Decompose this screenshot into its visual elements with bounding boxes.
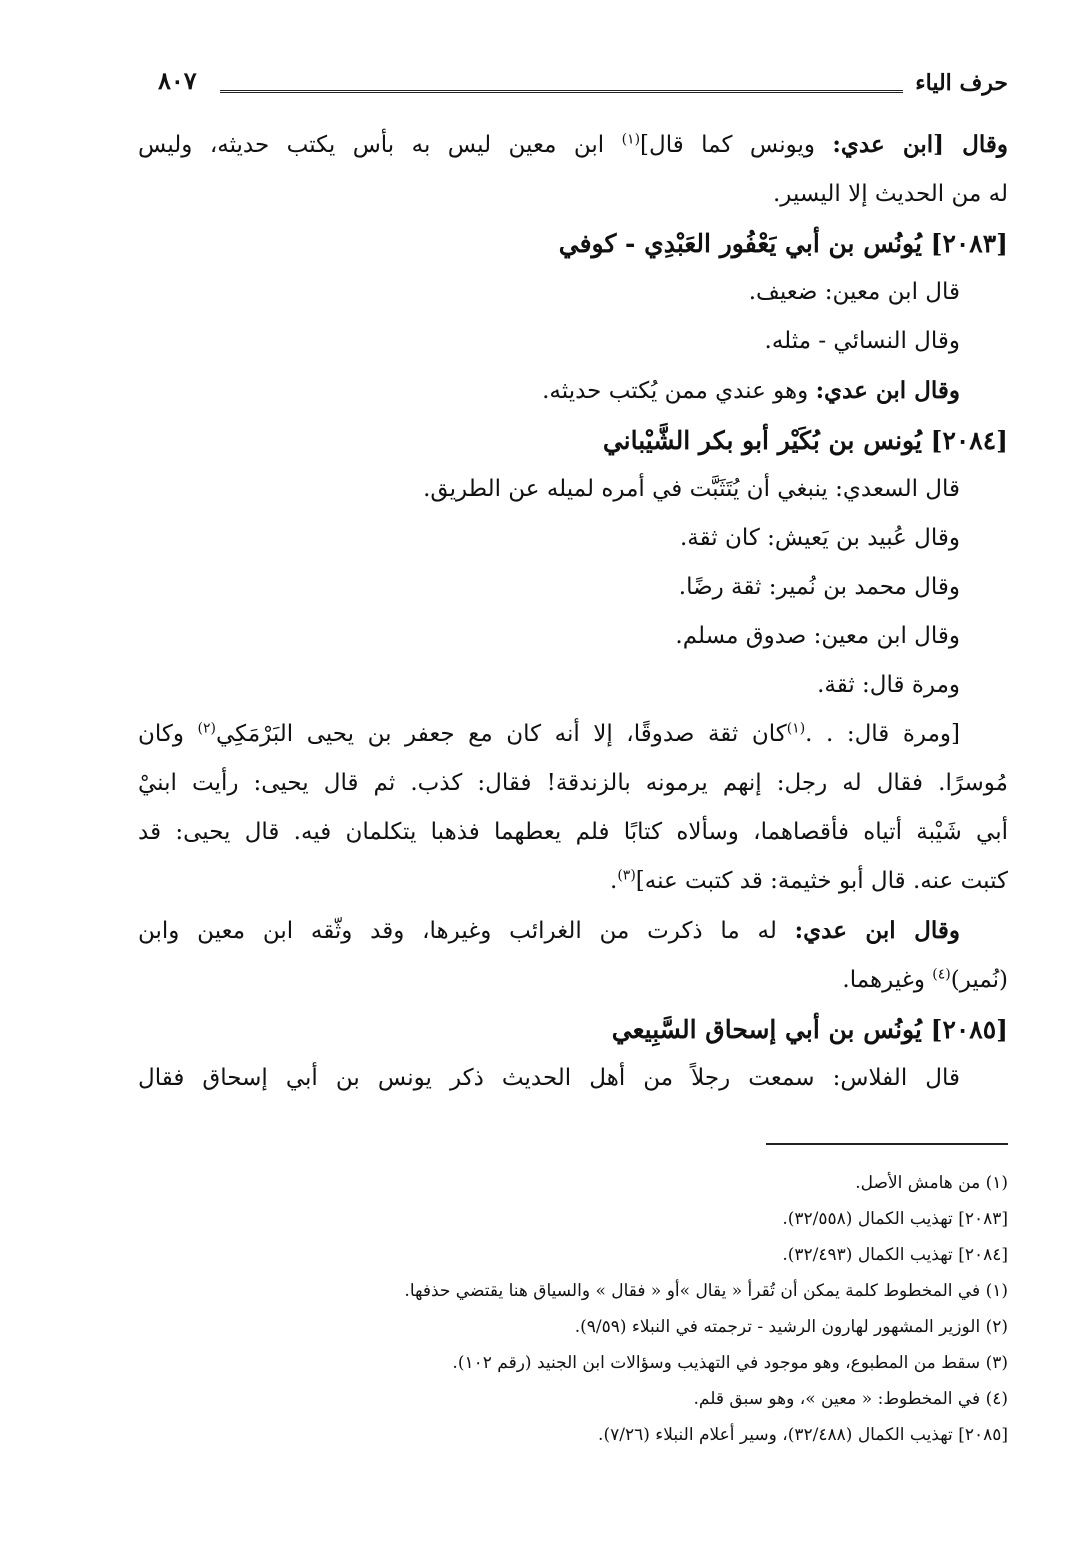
entry-heading: [٢٠٨٤] يُونس بن بُكَيْر أبو بكر الشَّيْباني [602,426,1008,455]
footnote: [٢٠٨٤] تهذيب الكمال (٣٢/٤٩٣). [782,1245,1008,1265]
running-header [140,58,1008,98]
footnote: [٢٠٨٥] تهذيب الكمال (٣٢/٤٨٨)، وسير أعلام النبلاء (٧/٢٦). [598,1425,1008,1445]
text-line: قال السعدي: ينبغي أن يُتَثَبَّت في أمره لميله عن الطريق. [423,476,960,502]
entry-heading: [٢٠٨٣] يُونُس بن أبي يَعْفُور العَبْدِي - كوفي [558,229,1008,258]
main-text [138,120,1008,1103]
page-number: ٨٠٧ [158,66,197,95]
footnote-ref: (٢) [197,720,216,737]
footnote: [٢٠٨٣] تهذيب الكمال (٣٢/٥٥٨). [782,1209,1008,1229]
text-line: له من الحديث إلا اليسير. [772,181,1008,207]
chapter-title: حرف الياء [915,70,1008,96]
text-line: وقال ابن عدي: له ما ذكرت من الغرائب وغيرها، وقد وثّقه ابن معين وابن [138,917,960,944]
text-line: ومرة قال: ثقة. [817,672,960,698]
header-rule [220,90,903,93]
text-line: وقال [ابن عدي: ويونس كما قال]$^{(١)}$ ابن معين ليس به بأس يكتب حديثه، وليس [138,131,1008,158]
footnote: (٤) في المخطوط: « معين »، وهو سبق قلم. [693,1389,1008,1409]
text-line: [ومرة قال: . .$^{(١)}$كان ثقة صدوقًا، إلا أنه كان مع جعفر بن يحيى البَرْمَكِي$^{(٢)}$ وكان [138,720,960,747]
footnote: (١) في المخطوط كلمة يمكن أن تُقرأ « يقال »أو « فقال » والسياق هنا يقتضي حذفها. [404,1281,1008,1301]
footnote: (٣) سقط من المطبوع، وهو موجود في التهذيب وسؤالات ابن الجنيد (رقم ١٠٢). [452,1353,1008,1373]
footnote-separator [766,1143,1008,1145]
text-line: وقال ابن معين: صدوق مسلم. [675,623,960,649]
text-line: وقال محمد بن نُمير: ثقة رضًا. [678,574,960,600]
text-line: قال الفلاس: سمعت رجلاً من أهل الحديث ذكر يونس بن أبي إسحاق فقال [138,1065,960,1091]
text-line: قال ابن معين: ضعيف. [748,279,960,305]
footnote-ref: (٣) [617,867,636,884]
footnote-ref: (١) [786,720,806,737]
footnotes [138,1165,1008,1453]
text-line: وقال ابن عدي: وهو عندي ممن يُكتب حديثه. [542,377,960,404]
footnote-ref: (١) [621,131,641,148]
text-line: وقال عُبيد بن يَعيش: كان ثقة. [680,525,960,551]
text-line: وقال النسائي - مثله. [764,328,960,354]
entry-heading: [٢٠٨٥] يُونُس بن أبي إسحاق السَّبِيعي [611,1015,1008,1044]
text-line: مُوسرًا. فقال له رجل: إنهم يرمونه بالزندقة! فقال: كذب. ثم قال يحيى: رأيت ابنيْ [138,770,1008,796]
text-line: كتبت عنه. قال أبو خثيمة: قد كتبت عنه]$^{(٣)}$. [610,867,1008,894]
footnote-ref: (٤) [932,966,951,983]
footnote: (١) من هامش الأصل. [855,1173,1008,1193]
text-line: أبي شَيْبة أتياه فأقصاهما، وسألاه كتابًا فلم يعطهما فذهبا يتكلمان فيه. قال يحيى: قد [138,819,1008,845]
text-line: (نُمير)$^{(٤)}$ وغيرهما. [842,966,1008,993]
footnote: (٢) الوزير المشهور لهارون الرشيد - ترجمته في النبلاء (٩/٥٩). [574,1317,1008,1337]
